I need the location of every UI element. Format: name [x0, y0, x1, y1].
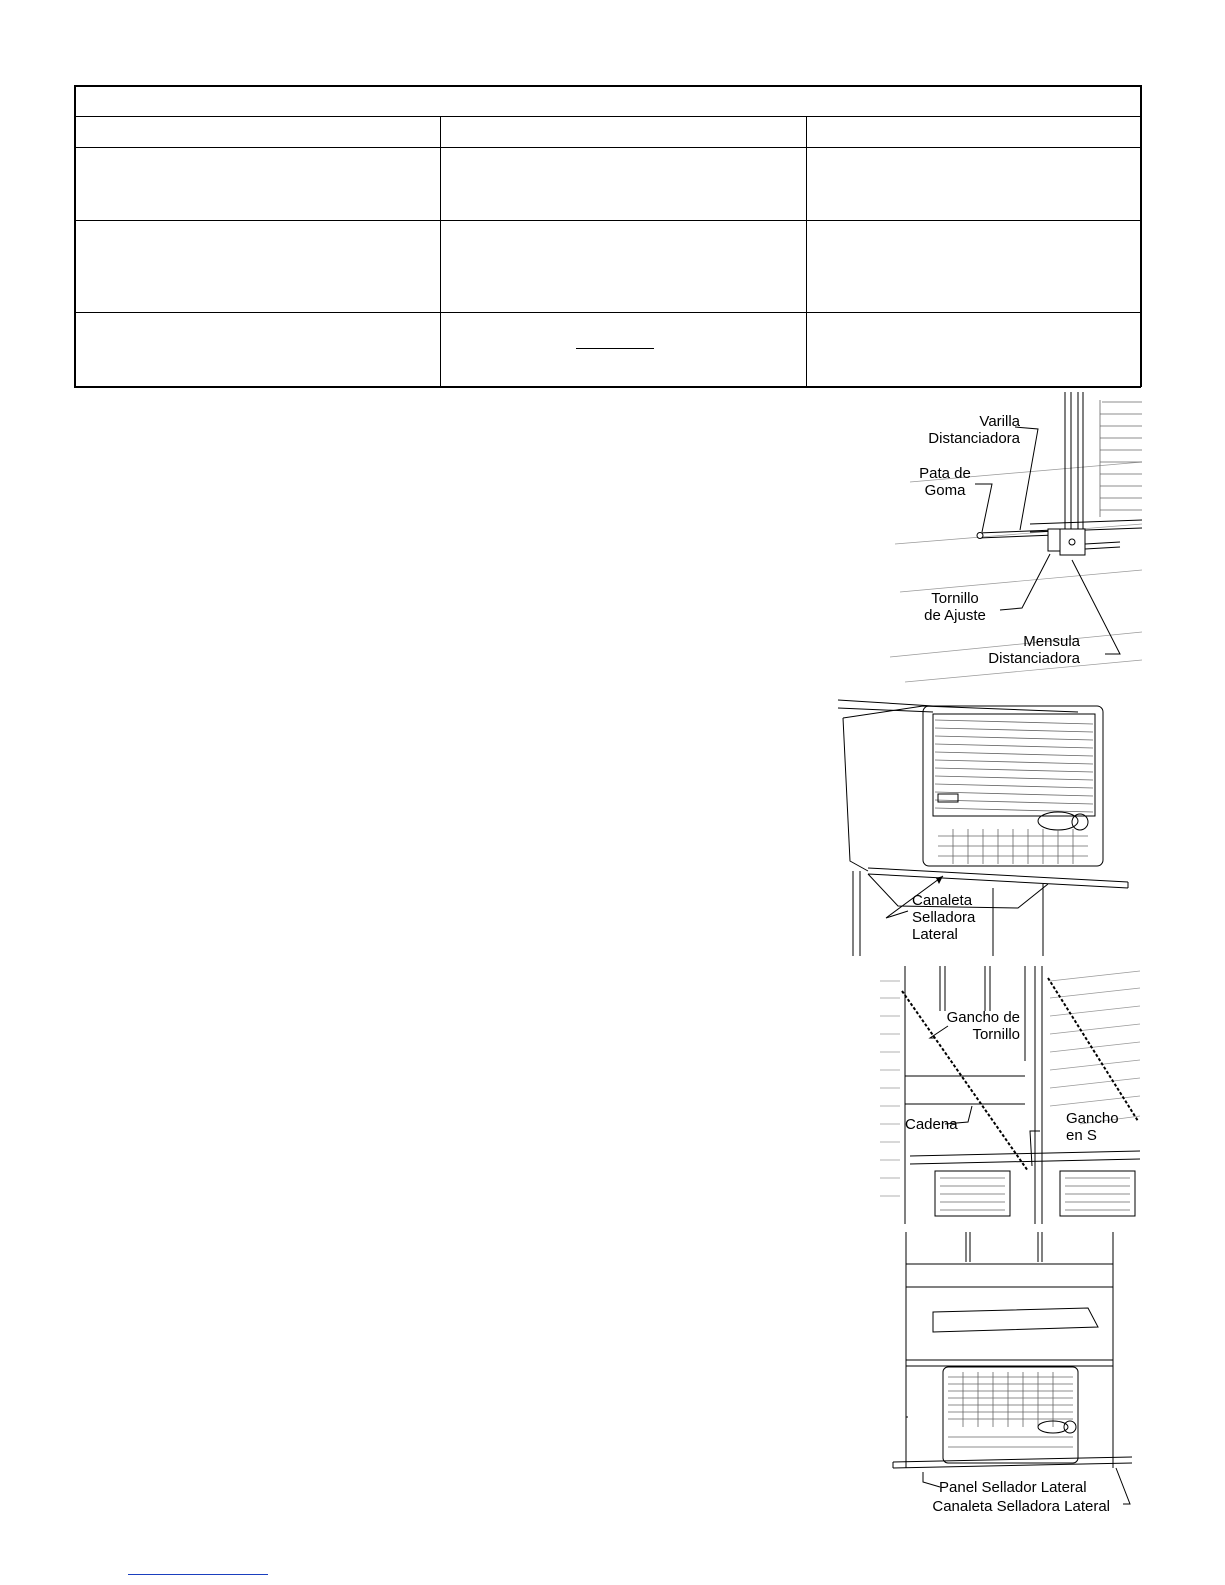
table-row-divider: [74, 116, 1141, 117]
table-right-border: [1140, 85, 1142, 387]
cell-underline: [576, 348, 654, 349]
table-row-divider: [74, 312, 1141, 313]
label-screw-hook: Gancho de Tornillo: [946, 1009, 1020, 1043]
table-row-divider: [74, 147, 1141, 148]
chain-support-drawing: [880, 966, 1140, 1224]
label-spacer-bracket: Mensula Distanciadora: [988, 633, 1080, 667]
table-row-divider: [74, 220, 1141, 221]
table-top-border: [74, 85, 1141, 87]
label-adjust-screw: Tornillo de Ajuste: [924, 590, 986, 624]
table-col-divider: [806, 116, 807, 387]
label-side-seal-channel-bottom: Canaleta Selladora Lateral: [932, 1498, 1110, 1515]
label-s-hook: Gancho en S: [1066, 1110, 1119, 1144]
table-col-divider: [440, 116, 441, 387]
label-side-seal-panel: Panel Sellador Lateral: [939, 1479, 1087, 1496]
label-spacer-rod: Varilla Distanciadora: [928, 413, 1020, 447]
table-left-border: [74, 85, 76, 387]
label-rubber-foot: Pata de Goma: [919, 465, 971, 499]
label-chain: Cadena: [905, 1116, 958, 1133]
label-side-seal-channel: Canaleta Selladora Lateral: [912, 892, 976, 943]
side-seal-panel-drawing: [888, 1232, 1134, 1514]
table-bottom-border: [74, 386, 1141, 388]
footer-link-underline[interactable]: [128, 1574, 268, 1575]
